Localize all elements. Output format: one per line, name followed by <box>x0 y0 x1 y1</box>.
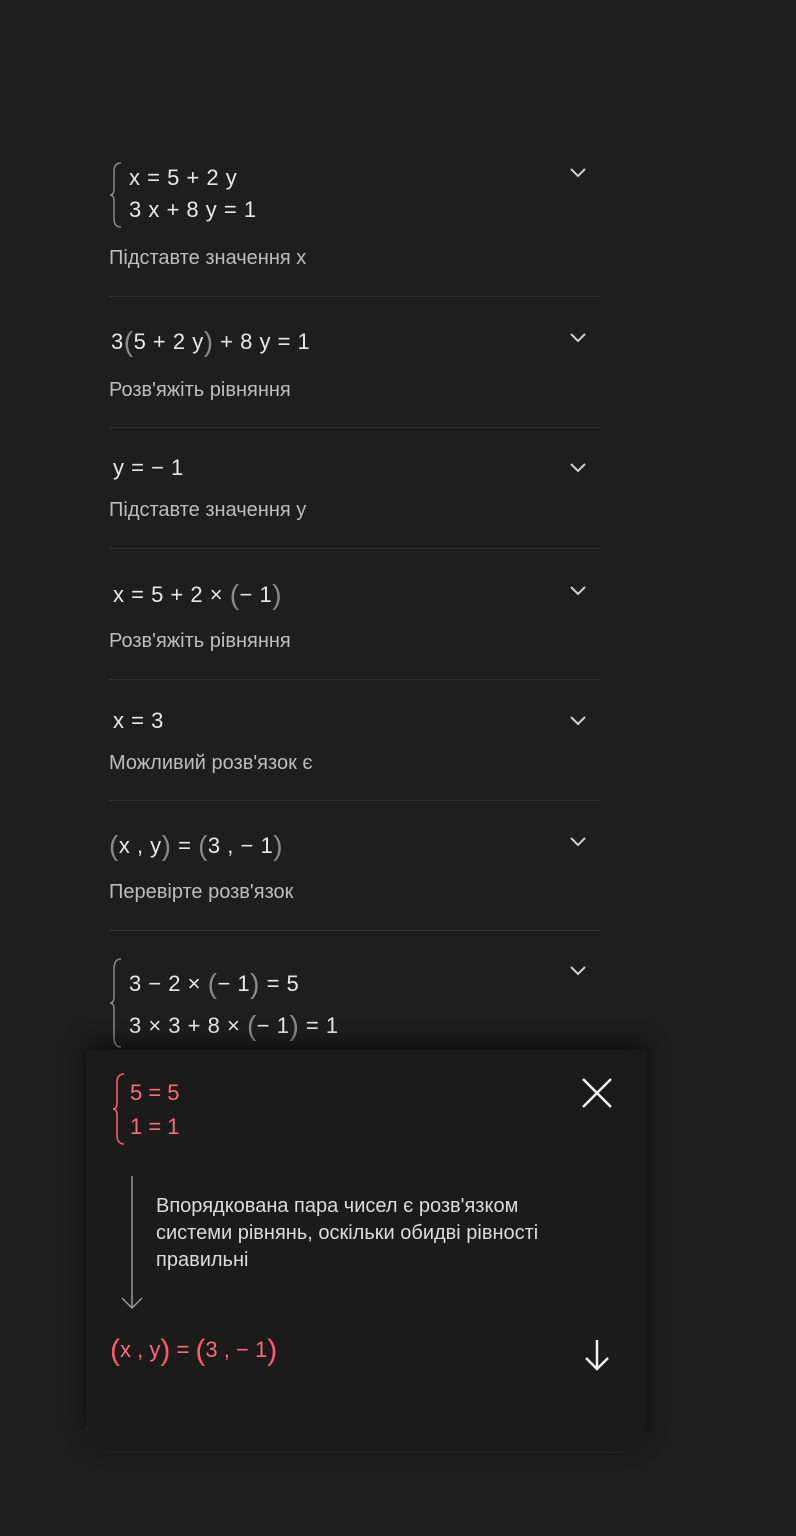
chevron-down-icon[interactable] <box>569 961 587 979</box>
step-3[interactable] <box>109 450 601 530</box>
step-4-description: Розв'яжіть рівняння <box>109 630 291 652</box>
step-6-math: (x , y) = (3 , − 1) <box>109 830 284 861</box>
step-2-description: Розв'яжіть рівняння <box>109 379 291 401</box>
step-7-math: 3 − 2 × (− 1) = 5 3 × 3 + 8 × (− 1) = 1 <box>129 968 339 1041</box>
math-line: x = 5 + 2 y <box>129 165 238 190</box>
step-4[interactable] <box>109 575 601 665</box>
red-brace-icon <box>112 1072 126 1146</box>
step-5-description: Можливий розв'язок є <box>109 752 313 774</box>
divider <box>109 427 600 428</box>
math-line: y = − 1 <box>113 455 184 480</box>
math-line: 3 x + 8 y = 1 <box>129 197 257 222</box>
step-7[interactable] <box>109 955 601 1050</box>
step-3-math <box>113 452 184 484</box>
chevron-down-icon[interactable] <box>569 711 587 729</box>
brace-icon <box>109 957 123 1049</box>
explanation-text: Впорядкована пара чисел є розв'язком системи рівнянь, оскільки обидві рівності правильні <box>156 1195 539 1271</box>
divider <box>109 296 600 297</box>
close-icon[interactable] <box>580 1076 614 1110</box>
brace-icon <box>109 161 123 229</box>
step-2[interactable] <box>109 322 601 412</box>
step-6[interactable] <box>109 826 601 916</box>
step-1-description: Підставте значення x <box>109 247 307 269</box>
chevron-down-icon[interactable] <box>569 581 587 599</box>
check-line: 1 = 1 <box>130 1114 180 1139</box>
check-results <box>130 1076 180 1144</box>
chevron-down-icon[interactable] <box>569 832 587 850</box>
arrow-down-icon[interactable] <box>582 1338 612 1372</box>
down-flow-arrow-icon <box>120 1176 144 1314</box>
step-5[interactable] <box>109 703 601 783</box>
math-line: x = 3 <box>113 708 164 733</box>
divider <box>109 548 600 549</box>
divider <box>109 800 600 801</box>
divider <box>109 679 600 680</box>
chevron-down-icon[interactable] <box>569 458 587 476</box>
step-6-description: Перевірте розв'язок <box>109 881 294 903</box>
divider <box>109 930 600 931</box>
final-result: (x , y) = (3 , − 1) <box>110 1334 278 1367</box>
chevron-down-icon[interactable] <box>569 163 587 181</box>
step-2-math: 3(5 + 2 y) + 8 y = 1 <box>111 326 311 357</box>
step-3-description: Підставте значення y <box>109 499 307 521</box>
step-1-math <box>129 162 257 226</box>
step-1[interactable] <box>109 155 601 290</box>
chevron-down-icon[interactable] <box>569 328 587 346</box>
step-4-math: x = 5 + 2 × (− 1) <box>113 579 283 610</box>
step-5-math <box>113 705 164 737</box>
check-line: 5 = 5 <box>130 1080 180 1105</box>
